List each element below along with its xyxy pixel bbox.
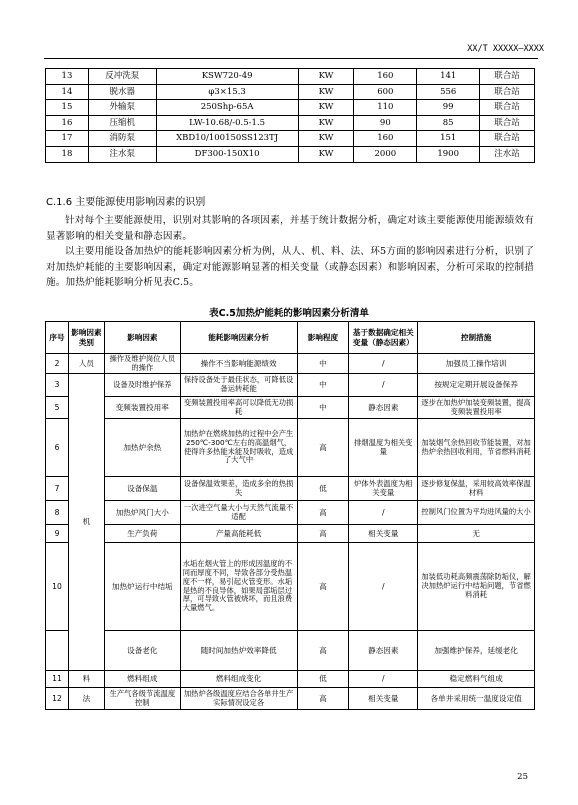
- cell-analysis: 操作不当影响能源绩效: [180, 354, 297, 374]
- cell-level: 中: [297, 354, 349, 374]
- cell-no: 15: [46, 100, 89, 116]
- table-row: [46, 100, 535, 116]
- cell-unit: KW: [298, 69, 354, 85]
- cell-factor: 燃料组成: [104, 671, 180, 688]
- cell-level: 中: [297, 397, 349, 419]
- cell-analysis: 随时间加热炉效率降低: [180, 631, 297, 671]
- cell-level: 高: [297, 631, 349, 671]
- cell-location: 联合站: [480, 131, 535, 147]
- header-level: 影响程度: [297, 322, 349, 354]
- cell-no: 2: [46, 354, 69, 374]
- cell-rated: 2000: [354, 146, 417, 162]
- cell-factor: 生产负荷: [104, 525, 180, 543]
- standard-code-header: XX/T XXXXX—XXXX: [467, 44, 544, 54]
- cell-no: 17: [46, 131, 89, 147]
- cell-no: [46, 631, 69, 671]
- cell-no: 7: [46, 477, 69, 501]
- category-material: 料: [68, 671, 104, 688]
- cell-rated: 90: [354, 115, 417, 131]
- cell-model: KSW720-49: [156, 69, 298, 85]
- cell-unit: KW: [298, 146, 354, 162]
- cell-measure: 加装烟气余热回收节能装置，对加热炉余热回收利用，节省燃料消耗: [418, 419, 535, 477]
- cell-analysis: 加热炉各级温度应结合各单井生产实际情况设定各: [180, 688, 297, 710]
- cell-measure: 各单井采用统一温度设定值: [418, 688, 535, 710]
- cell-location: 联合站: [480, 115, 535, 131]
- category-method: 法: [68, 688, 104, 710]
- cell-factor: 设备老化: [104, 631, 180, 671]
- table-row: [46, 131, 535, 147]
- cell-analysis: 一次进空气量大小与天然气流量不适配: [180, 501, 297, 525]
- cell-variable: 静态因素: [349, 397, 418, 419]
- cell-rated: 600: [354, 84, 417, 100]
- cell-factor: 变频装置投用率: [104, 397, 180, 419]
- header-factor: 影响因素: [104, 322, 180, 354]
- category-person: 人员: [68, 354, 104, 374]
- cell-no: 12: [46, 688, 69, 710]
- header-no: 序号: [46, 322, 69, 354]
- cell-model: DF300-150X10: [156, 146, 298, 162]
- cell-unit: KW: [298, 84, 354, 100]
- cell-name: 反冲洗泵: [88, 69, 156, 85]
- cell-analysis: 设备保温效果差，造成多余的热损失: [180, 477, 297, 501]
- cell-measure: 加强员工操作培训: [418, 354, 535, 374]
- cell-actual: 556: [417, 84, 480, 100]
- cell-level: 高: [297, 419, 349, 477]
- cell-level: 高: [297, 688, 349, 710]
- cell-measure: 加强维护保养，延缓老化: [418, 631, 535, 671]
- cell-factor: 加热炉风门大小: [104, 501, 180, 525]
- header-category: 影响因素类别: [68, 322, 104, 354]
- cell-measure: 稳定燃料气组成: [418, 671, 535, 688]
- cell-measure: 逐步在加热炉加装变频装置，提高变频装置投用率: [418, 397, 535, 419]
- cell-level: 高: [297, 525, 349, 543]
- table-row: [46, 69, 535, 85]
- cell-name: 消防泵: [88, 131, 156, 147]
- paragraph-intro: 针对每个主要能源使用，识别对其影响的各项因素，并基于统计数据分析，确定对该主要能源使用能源绩效有显著影响的相关变量和静态因素。: [46, 215, 534, 242]
- cell-no: 14: [46, 84, 89, 100]
- cell-factor: 加热炉运行中结垢: [104, 543, 180, 631]
- cell-level: 低: [297, 671, 349, 688]
- cell-variable: 排烟温度为相关变量: [349, 419, 418, 477]
- cell-measure: 无: [418, 525, 535, 543]
- cell-analysis: 燃料组成变化: [180, 671, 297, 688]
- cell-no: 13: [46, 69, 89, 85]
- cell-level: 高: [297, 543, 349, 631]
- header-variable: 基于数据确定相关变量（静态因素）: [349, 322, 418, 354]
- cell-measure: 按规定定期开展设备保养: [418, 374, 535, 397]
- cell-location: 联合站: [480, 84, 535, 100]
- header-measure: 控制措施: [418, 322, 535, 354]
- cell-no: 3: [46, 374, 69, 397]
- cell-factor: 生产气各级节流温度控制: [104, 688, 180, 710]
- cell-rated: 160: [354, 69, 417, 85]
- cell-variable: /: [349, 501, 418, 525]
- cell-measure: 加装低功耗高频震荡除防垢仪，解决加热炉运行中结垢问题，节省燃料消耗: [418, 543, 535, 631]
- cell-variable: 静态因素: [349, 631, 418, 671]
- cell-variable: 相关变量: [349, 525, 418, 543]
- cell-analysis: 保持设备处于最佳状态，可降低设备运转耗能: [180, 374, 297, 397]
- cell-model: 250Shp-65A: [156, 100, 298, 116]
- header-rule: [44, 58, 538, 59]
- cell-model: XBD10/100150SS123TJ: [156, 131, 298, 147]
- cell-measure: 控制风门位置为平均进风量的大小: [418, 501, 535, 525]
- paragraph-example: 以主要用能设备加热炉的能耗影响因素分析为例，从人、机、料、法、环5方面的影响因素进行分析，识别了对加热炉耗能的主要影响因素，确定对能源影响显著的相关变量（或静态因素）和影响因素，分析可采取的控制措施。加热炉能耗影响分析见表C.5。: [46, 246, 534, 288]
- cell-actual: 141: [417, 69, 480, 85]
- cell-location: 联合站: [480, 69, 535, 85]
- cell-level: 高: [297, 501, 349, 525]
- cell-name: 压缩机: [88, 115, 156, 131]
- cell-variable: /: [349, 543, 418, 631]
- cell-no: 8: [46, 501, 69, 525]
- cell-variable: /: [349, 374, 418, 397]
- cell-name: 外输泵: [88, 100, 156, 116]
- cell-no: 18: [46, 146, 89, 162]
- cell-location: 注水站: [480, 146, 535, 162]
- cell-factor: 设备保温: [104, 477, 180, 501]
- cell-factor: 设备及时维护保养: [104, 374, 180, 397]
- cell-no: 9: [46, 525, 69, 543]
- cell-unit: KW: [298, 131, 354, 147]
- cell-rated: 160: [354, 131, 417, 147]
- cell-name: 注水泵: [88, 146, 156, 162]
- cell-no: 11: [46, 671, 69, 688]
- table-row: [46, 146, 535, 162]
- cell-variable: 相关变量: [349, 688, 418, 710]
- cell-variable: /: [349, 671, 418, 688]
- table-row: [46, 84, 535, 100]
- page-number: 25: [517, 772, 528, 782]
- cell-no: 10: [46, 543, 69, 631]
- cell-actual: 85: [417, 115, 480, 131]
- header-analysis: 能耗影响因素分析: [180, 322, 297, 354]
- cell-actual: 151: [417, 131, 480, 147]
- cell-analysis: 产量高能耗低: [180, 525, 297, 543]
- cell-analysis: 变频装置投用率高可以降低无功损耗: [180, 397, 297, 419]
- cell-model: LW-10.68/-0.5-1.5: [156, 115, 298, 131]
- cell-actual: 1900: [417, 146, 480, 162]
- cell-analysis: 加热炉在燃烧加热的过程中会产生250℃-300℃左右的高温烟气，使得许多热能未能及时吸收，造成了大气中: [180, 419, 297, 477]
- cell-unit: KW: [298, 100, 354, 116]
- cell-level: 低: [297, 477, 349, 501]
- cell-factor: 加热炉余热: [104, 419, 180, 477]
- cell-location: 联合站: [480, 100, 535, 116]
- cell-no: 6: [46, 419, 69, 477]
- cell-unit: KW: [298, 115, 354, 131]
- cell-name: 脱水器: [88, 84, 156, 100]
- cell-variable: /: [349, 354, 418, 374]
- cell-factor: 操作及维护岗位人员的操作: [104, 354, 180, 374]
- cell-model: φ3×15.3: [156, 84, 298, 100]
- section-title: C.1.6 主要能源使用影响因素的识别: [46, 197, 206, 208]
- cell-analysis: 水垢在烟火管上的形成因温度的不同而厚度不同，导致各部分受热温度不一样，易引起火管变形。水垢是热的不良导体，如果局部垢层过厚，可导致火管被烧坏，而且浪费大量燃气。: [180, 543, 297, 631]
- cell-no: 16: [46, 115, 89, 131]
- cell-variable: 炉体外表温度为相关变量: [349, 477, 418, 501]
- cell-level: 中: [297, 374, 349, 397]
- cell-measure: 逐步修复保温，采用较高效率保温材料: [418, 477, 535, 501]
- table-caption: 表C.5加热炉能耗的影响因素分析清单: [209, 308, 369, 319]
- cell-actual: 99: [417, 100, 480, 116]
- cell-rated: 110: [354, 100, 417, 116]
- equipment-table: [45, 68, 535, 163]
- category-machine: 机: [68, 374, 104, 671]
- cell-no: 5: [46, 397, 69, 419]
- factor-analysis-table: [45, 321, 535, 710]
- table-row: [46, 115, 535, 131]
